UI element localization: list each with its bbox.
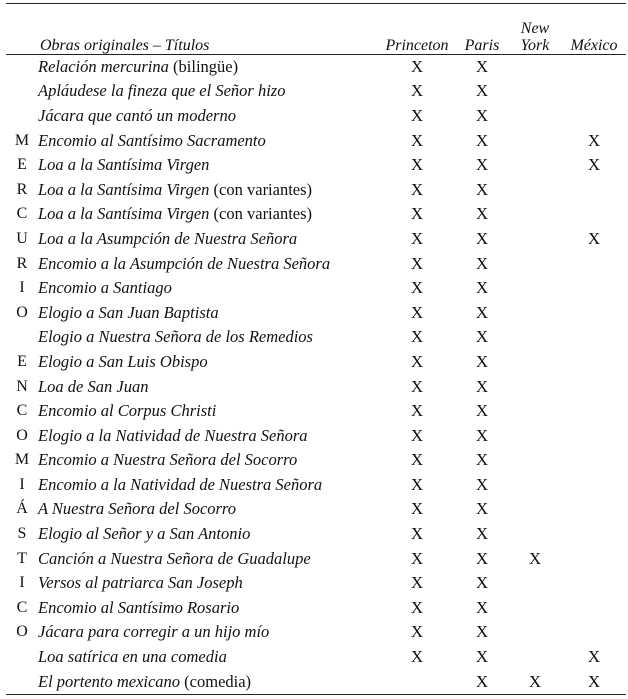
mark-mexico [562, 595, 626, 620]
row-title-italic: Encomio a la Asumpción de Nuestra Señora [38, 253, 331, 273]
row-title-italic: Loa a la Asumpción de Nuestra Señora [38, 228, 298, 248]
table-row [6, 595, 626, 620]
row-letter: R [16, 180, 28, 198]
mark-newyork [508, 226, 562, 251]
row-letter: I [19, 574, 25, 592]
mark-newyork [508, 152, 562, 177]
row-title-italic: Loa a la Santísima Virgen [38, 179, 210, 199]
row-letter: I [19, 279, 25, 297]
row-letter: M [14, 131, 30, 149]
mark-mexico [562, 398, 626, 423]
mark-paris: X [475, 499, 489, 519]
mark-princeton: X [410, 351, 424, 371]
row-title [38, 152, 378, 177]
mark-princeton: X [410, 278, 424, 298]
mark-paris: X [475, 81, 489, 101]
mark-paris: X [475, 671, 489, 691]
mark-paris: X [475, 622, 489, 642]
header-letter [6, 4, 38, 54]
mark-paris: X [475, 56, 489, 76]
mark-princeton: X [410, 130, 424, 150]
table-row [6, 521, 626, 546]
mark-mexico [562, 497, 626, 522]
row-letter: E [17, 156, 27, 174]
table-row [6, 152, 626, 177]
row-title-italic: Loa satírica en una comedia [38, 647, 227, 667]
mark-mexico [562, 570, 626, 595]
header-newyork-line2: York [520, 37, 550, 54]
mark-newyork [508, 448, 562, 473]
table-row [6, 128, 626, 153]
mark-princeton: X [410, 647, 424, 667]
header-newyork-line1: New [520, 20, 550, 37]
row-letter: U [16, 229, 28, 247]
row-title-italic: Apláudese la fineza que el Señor hizo [38, 81, 286, 101]
mark-mexico [562, 349, 626, 374]
mark-mexico [562, 546, 626, 571]
table-row [6, 251, 626, 276]
mark-paris: X [475, 474, 489, 494]
row-letter: S [17, 525, 27, 543]
mark-princeton: X [410, 622, 424, 642]
mark-paris: X [475, 253, 489, 273]
row-letter: E [17, 352, 27, 370]
table-row [6, 398, 626, 423]
mark-princeton: X [410, 302, 424, 322]
row-title [38, 325, 378, 350]
mark-princeton: X [410, 524, 424, 544]
row-letter: M [14, 451, 30, 469]
row-title-italic: Loa de San Juan [38, 376, 149, 396]
mark-princeton: X [410, 56, 424, 76]
mark-paris: X [475, 204, 489, 224]
table-row [6, 546, 626, 571]
mark-mexico [562, 423, 626, 448]
row-title-italic: Elogio al Señor y a San Antonio [38, 524, 251, 544]
row-title [38, 546, 378, 571]
table-row [6, 300, 626, 325]
row-letter: O [16, 623, 28, 641]
mark-mexico [562, 374, 626, 399]
row-title-italic: Elogio a Nuestra Señora de los Remedios [38, 327, 313, 347]
row-title-italic: Loa a la Santísima Virgen [38, 204, 210, 224]
mark-newyork [508, 177, 562, 202]
mark-mexico [562, 79, 626, 104]
mark-newyork [508, 103, 562, 128]
mark-princeton: X [410, 105, 424, 125]
mark-paris: X [475, 425, 489, 445]
mark-princeton: X [410, 155, 424, 175]
header-paris: Paris [464, 37, 500, 54]
table-row [6, 472, 626, 497]
row-letter [6, 644, 38, 669]
row-letter [6, 103, 38, 128]
mark-newyork [508, 300, 562, 325]
row-title [38, 374, 378, 399]
mark-paris: X [475, 597, 489, 617]
row-title-suffix: (con variantes) [209, 204, 313, 224]
table-row [6, 226, 626, 251]
row-title-italic: Elogio a San Luis Obispo [38, 351, 208, 371]
row-title-suffix: (bilingüe) [168, 56, 239, 76]
mark-mexico [562, 251, 626, 276]
mark-princeton: X [410, 81, 424, 101]
mark-paris: X [475, 179, 489, 199]
mark-newyork [508, 202, 562, 227]
mark-mexico: X [587, 155, 601, 175]
mark-mexico [562, 54, 626, 79]
row-title-italic: A Nuestra Señora del Socorro [38, 499, 236, 519]
table-row [6, 669, 626, 694]
mark-newyork [508, 472, 562, 497]
row-title-italic: Versos al patriarca San Joseph [38, 573, 243, 593]
mark-princeton: X [410, 425, 424, 445]
row-title [38, 103, 378, 128]
mark-mexico [562, 521, 626, 546]
row-title [38, 349, 378, 374]
row-title-italic: Encomio al Santísimo Sacramento [38, 130, 266, 150]
row-title [38, 275, 378, 300]
row-title [38, 472, 378, 497]
row-letter: Á [16, 500, 28, 518]
row-title-italic: Loa a la Santísima Virgen [38, 155, 210, 175]
mark-newyork [508, 251, 562, 276]
row-title-italic: Jácara que cantó un moderno [38, 105, 236, 125]
mark-paris: X [475, 155, 489, 175]
table-row [6, 202, 626, 227]
table-row [6, 103, 626, 128]
works-table [6, 4, 626, 693]
mark-princeton: X [410, 327, 424, 347]
mark-paris: X [475, 228, 489, 248]
mark-paris: X [475, 327, 489, 347]
row-title [38, 177, 378, 202]
mark-mexico [562, 177, 626, 202]
mark-newyork [508, 128, 562, 153]
mark-mexico [562, 620, 626, 645]
mark-paris: X [475, 302, 489, 322]
mark-mexico: X [587, 228, 601, 248]
mark-princeton: X [410, 474, 424, 494]
mark-paris: X [475, 351, 489, 371]
mark-newyork: X [528, 671, 542, 691]
table-row [6, 423, 626, 448]
row-title-italic: Elogio a la Natividad de Nuestra Señora [38, 425, 308, 445]
mark-mexico [562, 202, 626, 227]
row-letter: R [16, 254, 28, 272]
table-body [6, 54, 626, 693]
mark-newyork [508, 349, 562, 374]
row-title [38, 521, 378, 546]
row-letter [6, 669, 38, 694]
mark-princeton [378, 669, 456, 694]
mark-newyork [508, 595, 562, 620]
row-letter: C [16, 205, 28, 223]
table-row [6, 275, 626, 300]
row-letter [6, 54, 38, 79]
mark-newyork [508, 374, 562, 399]
row-title [38, 570, 378, 595]
mark-newyork [508, 325, 562, 350]
row-title [38, 448, 378, 473]
header-newyork [508, 4, 562, 54]
mark-mexico: X [587, 671, 601, 691]
row-letter: I [19, 475, 25, 493]
mark-mexico [562, 325, 626, 350]
mark-mexico [562, 103, 626, 128]
table-row [6, 620, 626, 645]
row-letter: T [17, 549, 27, 567]
mark-princeton: X [410, 204, 424, 224]
mark-princeton: X [410, 573, 424, 593]
row-title-italic: Encomio a Santiago [38, 278, 172, 298]
table-row [6, 79, 626, 104]
row-title [38, 669, 378, 694]
table-row [6, 570, 626, 595]
row-title [38, 398, 378, 423]
mark-mexico: X [587, 130, 601, 150]
table-row [6, 177, 626, 202]
row-title-italic: Jácara para corregir a un hijo mío [38, 622, 270, 642]
table-row [6, 448, 626, 473]
header-princeton: Princeton [385, 37, 449, 54]
row-letter: C [16, 402, 28, 420]
table-row [6, 374, 626, 399]
table-row [6, 497, 626, 522]
table-row [6, 349, 626, 374]
mark-princeton: X [410, 228, 424, 248]
row-title [38, 644, 378, 669]
mark-newyork [508, 521, 562, 546]
table-row [6, 644, 626, 669]
mark-mexico [562, 300, 626, 325]
mark-princeton: X [410, 450, 424, 470]
table-row [6, 54, 626, 79]
mark-newyork [508, 644, 562, 669]
mark-paris: X [475, 278, 489, 298]
mark-paris: X [475, 376, 489, 396]
row-title-suffix: (comedia) [180, 671, 252, 691]
row-title-suffix: (con variantes) [209, 179, 313, 199]
mark-paris: X [475, 105, 489, 125]
mark-princeton: X [410, 253, 424, 273]
mark-princeton: X [410, 179, 424, 199]
row-letter [6, 79, 38, 104]
table-row [6, 325, 626, 350]
header-mexico: México [570, 37, 618, 54]
row-title [38, 226, 378, 251]
header-title: Obras originales – Títulos [40, 37, 210, 54]
mark-paris: X [475, 573, 489, 593]
row-title [38, 128, 378, 153]
mark-princeton: X [410, 401, 424, 421]
row-title [38, 251, 378, 276]
row-title [38, 54, 378, 79]
row-letter: O [16, 303, 28, 321]
mark-paris: X [475, 450, 489, 470]
row-letter: N [16, 377, 28, 395]
row-title-italic: Encomio a la Natividad de Nuestra Señora [38, 474, 323, 494]
bottom-rule [6, 694, 626, 695]
mark-paris: X [475, 524, 489, 544]
mark-paris: X [475, 130, 489, 150]
row-title-italic: Elogio a San Juan Baptista [38, 302, 219, 322]
mark-newyork [508, 570, 562, 595]
mark-newyork [508, 79, 562, 104]
row-title [38, 620, 378, 645]
row-title [38, 423, 378, 448]
mark-newyork: X [528, 548, 542, 568]
row-title-italic: Canción a Nuestra Señora de Guadalupe [38, 548, 311, 568]
row-title [38, 79, 378, 104]
mark-paris: X [475, 548, 489, 568]
mark-princeton: X [410, 548, 424, 568]
mark-newyork [508, 54, 562, 79]
header-row [6, 4, 626, 54]
row-title [38, 497, 378, 522]
mark-mexico [562, 275, 626, 300]
mark-mexico [562, 472, 626, 497]
row-title [38, 595, 378, 620]
row-letter: C [16, 598, 28, 616]
mark-newyork [508, 275, 562, 300]
mark-paris: X [475, 647, 489, 667]
mark-newyork [508, 398, 562, 423]
row-letter [6, 325, 38, 350]
row-title-italic: Relación mercurina [38, 56, 169, 76]
mark-paris: X [475, 401, 489, 421]
row-title [38, 202, 378, 227]
mark-princeton: X [410, 376, 424, 396]
mark-mexico: X [587, 647, 601, 667]
mark-princeton: X [410, 499, 424, 519]
mark-newyork [508, 620, 562, 645]
row-title-italic: Encomio al Santísimo Rosario [38, 597, 240, 617]
row-title-italic: El portento mexicano [38, 671, 181, 691]
mark-newyork [508, 497, 562, 522]
row-title-italic: Encomio a Nuestra Señora del Socorro [38, 450, 298, 470]
mark-mexico [562, 448, 626, 473]
row-title [38, 300, 378, 325]
row-letter: O [16, 426, 28, 444]
row-title-italic: Encomio al Corpus Christi [38, 401, 217, 421]
mark-newyork [508, 423, 562, 448]
mark-princeton: X [410, 597, 424, 617]
